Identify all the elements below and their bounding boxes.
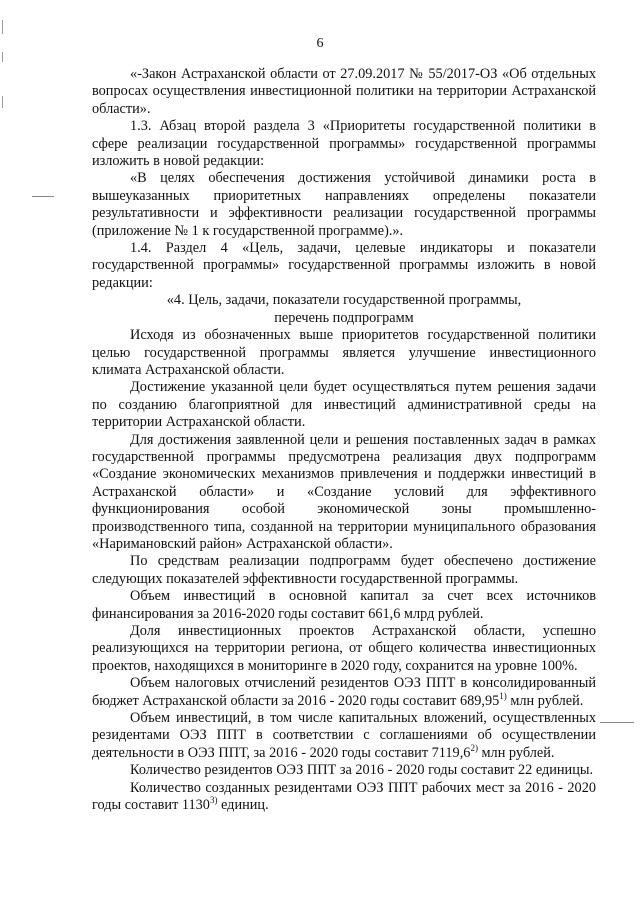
footnote-marker: 2) <box>470 743 478 754</box>
indicator-jobs-created: Количество созданных резидентами ОЭЗ ППТ рабочих мест за 2016 - 2020 годы составит 1130$^{3)}$ единиц. <box>92 779 596 814</box>
paragraph-amendment-1-4: 1.4. Раздел 4 «Цель, задачи, целевые индикаторы и показатели государственной программы» государственной программы изложить в новой редакции: <box>92 240 596 291</box>
footnote-marker: 3) <box>209 795 218 806</box>
indicator-tax-revenue: Объем налоговых отчислений резидентов ОЭЗ ППТ в консолидированный бюджет Астраханской области за 2016 - 2020 годы составит 689,95$^{1)}$ млн рублей. <box>92 675 596 709</box>
paragraph-quoted-text: «В целях обеспечения достижения устойчивой динамики роста в вышеуказанных приоритетных направлениях определены показатели результативности и эффективности реализации государственной программы (приложение № 1 к государственной программе).». <box>92 170 596 239</box>
paragraph-indicators-intro: По средствам реализации подпрограмм будет обеспечено достижение следующих показателей эффективности государственной программы. <box>92 553 596 587</box>
document-body <box>92 66 596 814</box>
indicator-investment-volume: Объем инвестиций в основной капитал за счет всех источников финансирования за 2016-2020 годы составит 661,6 млрд рублей. <box>92 588 596 622</box>
scan-artifact-left <box>32 196 54 197</box>
paragraph-law-reference: «-Закон Астраханской области от 27.09.2017 № 55/2017-ОЗ «Об отдельных вопросах осуществления инвестиционной политики на территории Астраханской области». <box>92 66 596 117</box>
section-heading-line2: перечень подпрограмм <box>274 309 414 326</box>
indicator-project-share: Доля инвестиционных проектов Астраханской области, успешно реализующихся на территории региона, от общего количества инвестиционных проектов, находящихся в мониторинге в 2020 году, сохранится на уровне 100%. <box>92 623 596 674</box>
paragraph-goal: Исходя из обозначенных выше приоритетов государственной политики целью государственной программы является улучшение инвестиционного климата Астраханской области. <box>92 327 596 378</box>
paragraph-task: Достижение указанной цели будет осуществляться путем решения задачи по созданию благоприятной для инвестиций административной среды на территории Астраханской области. <box>92 379 596 431</box>
page-number: 6 <box>316 36 324 51</box>
scan-artifact-right <box>600 722 634 723</box>
paragraph-subprograms: Для достижения заявленной цели и решения поставленных задач в рамках государственной программы предусмотрена реализация двух подпрограмм «Создание экономических механизмов привлечения и поддержки инвестиций в Астраханской области» и «Создание условий для эффективного функционирования особой экономической зоны промышленно-производственного типа, созданной на территории муниципального образования «Наримановский район» Астраханской области». <box>92 431 596 552</box>
indicator-resident-investments: Объем инвестиций, в том числе капитальных вложений, осуществленных резидентами ОЭЗ ППТ в соответствии с соглашениями об осуществлении деятельности в ОЭЗ ППТ, за 2016 - 2020 годы составит 7119,6$^{2)}$ млн рублей. <box>92 710 596 761</box>
footnote-marker: 1) <box>499 690 507 701</box>
section-heading-line1: «4. Цель, задачи, показатели государственной программы, <box>166 292 522 309</box>
scan-edge-marks <box>2 0 8 140</box>
paragraph-amendment-1-3: 1.3. Абзац второй раздела 3 «Приоритеты государственной политики в сфере реализации государственной программы» государственной программы изложить в новой редакции: <box>92 118 596 170</box>
indicator-resident-count: Количество резидентов ОЭЗ ППТ за 2016 - 2020 годы составит 22 единицы. <box>130 762 594 779</box>
